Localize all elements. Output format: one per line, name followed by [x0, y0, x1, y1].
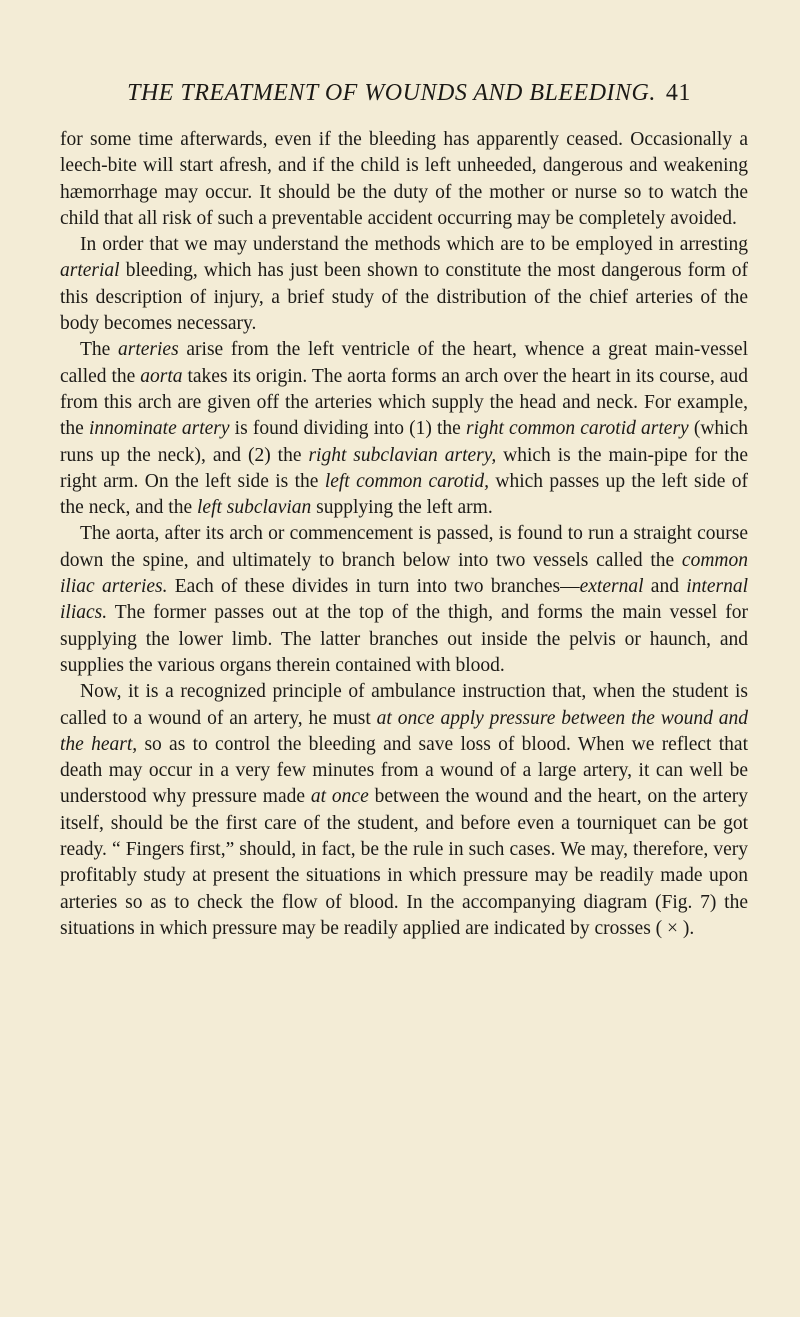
- text-run: between the wound and the heart, on the artery itself, should be the first care of the student, and before even a tourniquet can be got ready. “ Fingers first,” should, in fact, be the rule in such cases. We may, therefore, very profitably study at present the situations in which pressure may be readily made upon arteries so as to check the flow of blood. In the accompanying diagram (Fig. 7) the situations in which pressure may be readily applied are indicated by crosses ( × ).: [60, 786, 748, 939]
- text-run: is found dividing into (1) the: [229, 418, 466, 440]
- text-run: (which runs up the neck), and (2) the: [60, 418, 748, 466]
- text-run: arise from the left ventricle of the heart, whence a great main-vessel called the: [60, 339, 748, 387]
- italic-term: internal iliacs.: [60, 576, 748, 624]
- text-run: supplying the left arm.: [311, 497, 493, 519]
- italic-term: right common carotid artery: [465, 418, 689, 440]
- text-run: which passes up the left side of the neck, and the: [60, 470, 748, 519]
- italic-term: arteries: [118, 339, 179, 361]
- paragraph: [60, 232, 748, 337]
- italic-term: at once: [310, 786, 369, 808]
- paragraph: [60, 127, 748, 232]
- text-run: The aorta, after its arch or commencement is passed, is found to run a straight course down the spine, and ultimately to branch below into two vessels called the: [60, 523, 748, 571]
- text-run: The former passes out at the top of the thigh, and forms the main vessel for supplying the lower limb. The latter branches out inside the pelvis or haunch, and supplies the various organs therein contained with blood.: [60, 602, 748, 676]
- paragraph: [60, 679, 748, 942]
- paragraph: [60, 337, 748, 521]
- running-head: [70, 80, 748, 107]
- italic-term: aorta: [140, 365, 183, 387]
- running-head-title: THE TREATMENT OF WOUNDS AND BLEEDING.: [127, 80, 656, 106]
- body-text: [60, 127, 748, 942]
- paragraph: [60, 521, 748, 679]
- page-number: 41: [665, 80, 691, 106]
- italic-term: left subclavian: [197, 497, 312, 519]
- italic-term: innominate artery: [88, 418, 230, 440]
- text-run: takes its origin. The aorta forms an arch over the heart in its course, aud from this arch are given off the arteries which supply the head and neck. For example, the: [60, 365, 748, 440]
- text-run: so as to control the bleeding and save loss of blood. When we reflect that death may occur in a very few minutes from a wound of a large artery, it can well be understood why pressure made: [60, 733, 749, 808]
- italic-term: external: [579, 576, 644, 598]
- italic-term: at once apply pressure between the wound and the heart,: [60, 707, 748, 755]
- text-run: for some time afterwards, even if the bleeding has apparently ceased. Occasionally a leech-bite will start afresh, and if the child is left unheeded, dangerous and weakening hæmorrhage may occur. It should be the duty of the mother or nurse so to watch the child that all risk of such a preventable accident occurring may be completely avoided.: [60, 129, 748, 229]
- text-run: Now, it is a recognized principle of ambulance instruction that, when the student is called to a wound of an artery, he must: [60, 681, 748, 729]
- text-run: bleeding, which has just been shown to constitute the most dangerous form of this description of injury, a brief study of the distribution of the chief arteries of the body becomes necessary.: [60, 260, 748, 335]
- text-run: Each of these divides in turn into two branches—: [167, 576, 580, 598]
- italic-term: arterial: [60, 260, 120, 282]
- text-run: In order that we may understand the methods which are to be employed in arresting: [80, 234, 748, 256]
- text-run: The: [80, 339, 119, 361]
- italic-term: left common carotid,: [324, 470, 489, 492]
- text-run: which is the main-pipe for the right arm. On the left side is the: [60, 444, 748, 492]
- italic-term: common iliac arteries.: [60, 549, 748, 598]
- text-run: and: [643, 576, 687, 598]
- italic-term: right subclavian artery,: [308, 444, 497, 466]
